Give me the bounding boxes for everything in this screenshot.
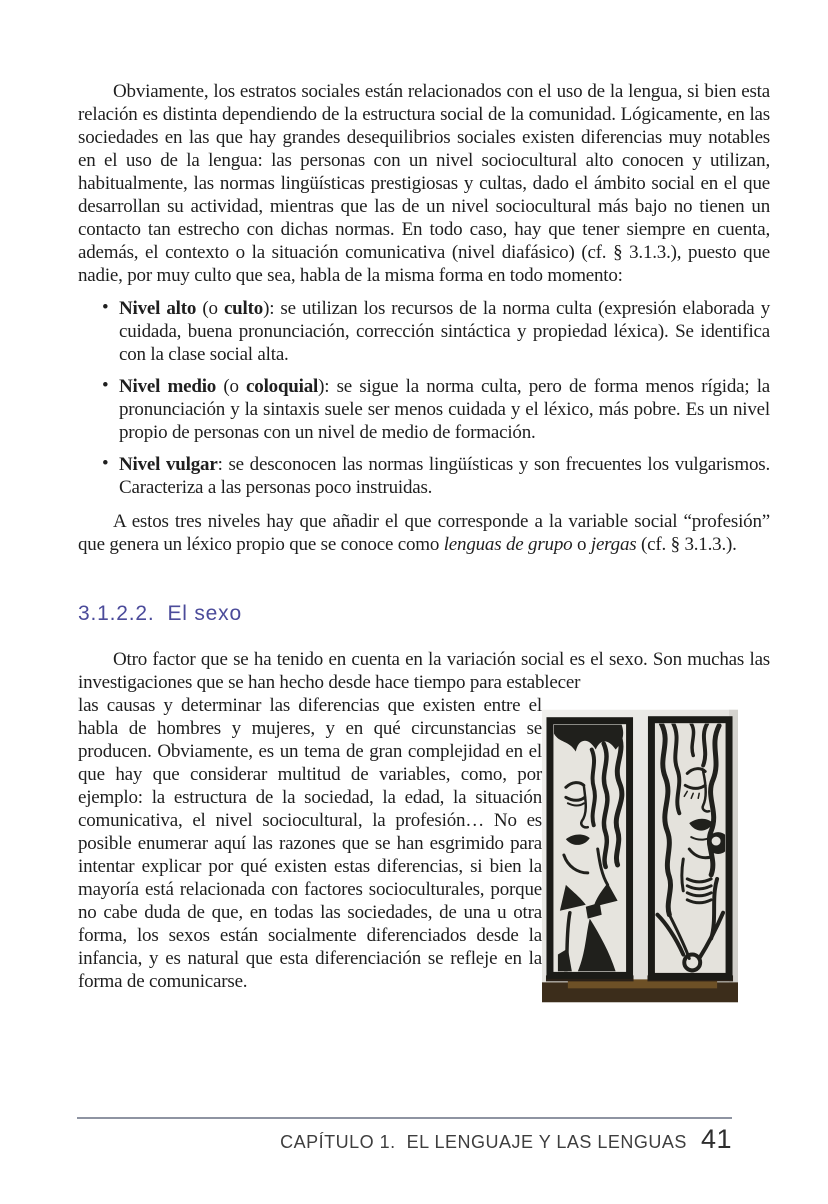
- bullet-text: (o: [196, 298, 224, 319]
- paragraph-sexo-intro: [78, 648, 770, 694]
- bullet-item-nivel-medio: [78, 375, 770, 444]
- page-body: [78, 80, 770, 1008]
- italic-term: lenguas de grupo: [443, 534, 573, 555]
- section-heading-el-sexo: [78, 602, 770, 625]
- paragraph-sexo-wrapped: [78, 694, 770, 993]
- bullet-term-alt: coloquial: [246, 376, 319, 397]
- bullet-item-nivel-alto: [78, 297, 770, 366]
- footer-rule: [77, 1117, 732, 1119]
- footer-chapter-title: CAPÍTULO 1. EL LENGUAJE Y LAS LENGUAS: [280, 1132, 687, 1152]
- bullet-text: ): se sigue la norma culta, pero de forma menos rígida; la pronunciación y la sintaxis suele ser menos cuidada y el léxico, más pobre. Es un nivel propio de personas con un nivel de medio de formación.: [119, 376, 770, 443]
- paragraph-text: Otro factor que se ha tenido en cuenta en la variación social es el sexo. Son muchas las investigaciones que se han hecho desde hace tiempo para establecer: [78, 649, 770, 693]
- section-number: 3.1.2.2.: [78, 602, 155, 625]
- paragraph-text: las causas y determinar las diferencias que existen entre el habla de hombres y mujeres, y en qué circunstancias se producen. Obviamente, es un tema de gran complejidad en el que hay que considerar multitud de variables, como, por ejemplo: la estructura de la sociedad, la edad, la situación comunicativa, el nivel sociocultural, la profesión… No es posible enumerar aquí las razones que se han esgrimido para intentar explicar por qué existen estas diferencias, si bien la mayoría está relacionada con factores socioculturales, porque no cabe duda de que, en todas las sociedades, de una u otra forma, los sexos están socialmente diferenciados desde la infancia, y es natural que esta diferenciación se refleje en la forma de comunicarse.: [78, 695, 542, 992]
- bullet-term: Nivel alto: [119, 298, 197, 319]
- man-woman-panels-artwork-image: [542, 709, 738, 1003]
- bullet-term: Nivel vulgar: [119, 454, 218, 475]
- bullet-item-nivel-vulgar: [78, 453, 770, 499]
- bullet-icon: •: [102, 297, 109, 318]
- paragraph-text: o: [572, 534, 591, 555]
- paragraph-text: A estos tres niveles hay que añadir el que corresponde a la variable social “profesión” que genera un léxico propio que se conoce como: [78, 511, 770, 555]
- page-number: 41: [700, 1124, 732, 1154]
- bullet-icon: •: [102, 375, 109, 396]
- paragraph-social-strata: Obviamente, los estratos sociales están relacionados con el uso de la lengua, si bien esta relación es distinta dependiendo de la estructura social de la comunidad. Lógicamente, en las sociedades en las que hay grandes desequilibrios sociales existen diferencias muy notables en el uso de la lengua: las personas con un nivel sociocultural alto conocen y utilizan, habitualmente, las normas lingüísticas prestigiosas y cultas, dado el ámbito social en el que desarrollan su actividad, mientras que las de un nivel sociocultural más bajo no tienen un contacto tan estrecho con dichas normas. En todo caso, hay que tener siempre en cuenta, además, el contexto o la situación comunicativa (nivel diafásico) (cf. § 3.1.3.), puesto que nadie, por muy culto que sea, habla de la misma forma en todo momento:: [78, 81, 770, 286]
- bullet-term: Nivel medio: [119, 376, 217, 397]
- section-label: El sexo: [167, 602, 242, 625]
- paragraph-lenguas-de-grupo: [78, 510, 770, 556]
- bullet-text: (o: [216, 376, 247, 397]
- italic-term: jergas: [590, 534, 637, 555]
- footer: [280, 1124, 732, 1155]
- bullet-text: ): se utilizan los recursos de la norma culta (expresión elaborada y cuidada, buena pronunciación, corrección sintáctica y propiedad léxica). Se identifica con la clase social alta.: [119, 298, 771, 365]
- paragraph-text: (cf. § 3.1.3.).: [636, 534, 737, 555]
- bullet-term-alt: culto: [223, 298, 264, 319]
- levels-bullet-list: [78, 297, 770, 499]
- bullet-icon: •: [102, 453, 109, 474]
- bullet-text: : se desconocen las normas lingüísticas y son frecuentes los vulgarismos. Caracteriza a las personas poco instruidas.: [119, 454, 771, 498]
- artwork-figure: [542, 694, 770, 1008]
